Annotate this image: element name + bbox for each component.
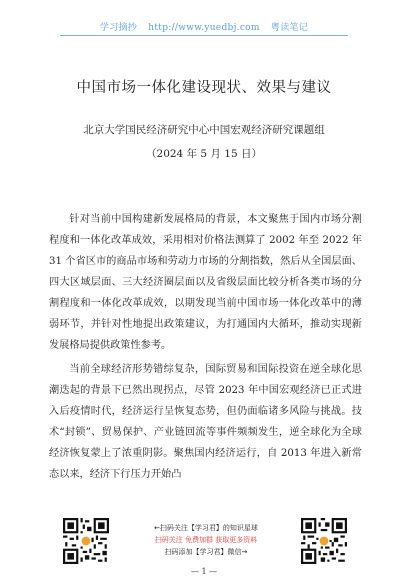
qr-code-icon — [63, 518, 109, 564]
header-left-text: 学习摘抄 — [99, 23, 138, 33]
page-footer — [0, 518, 408, 580]
qr-code-wechat[interactable] — [301, 518, 347, 564]
qr-code-knowledge-planet[interactable] — [63, 518, 109, 564]
page-number: — 1 — — [190, 567, 218, 576]
document-author: 北京大学国民经济研究中心中国宏观经济研究课题组 — [83, 124, 325, 136]
header-url[interactable]: http://www.yuedbj.com — [148, 23, 260, 33]
promo-line-free-group: 扫码关注 免费加群 获取更多资料 — [154, 536, 258, 544]
document-body — [49, 209, 362, 488]
promo-line-knowledge-planet: ←扫码关注【学习君】的知识星球 — [154, 524, 258, 532]
footer-promo — [120, 522, 292, 558]
qr-code-icon — [301, 518, 347, 564]
header-right-text: 粤读笔记 — [270, 23, 309, 33]
document-date: （2024 年 5 月 15 日） — [146, 148, 262, 160]
document-title: 中国市场一体化建设现状、效果与建议 — [76, 80, 332, 96]
promo-line-wechat: 扫码添加【学习君】微信→ — [164, 548, 248, 556]
body-paragraph: 当前全球经济形势错综复杂，国际贸易和国际投资在逆全球化思潮迭起的背景下已然出现拐点，尽管 2023 年中国宏观经济已正式进入后疫情时代，经济运行呈恢复态势，但仍面临诸多风险与挑战。技术“封锁”、贸易保护、产业链回流等事件频频发生，逆全球化为全球经济恢复蒙上了浓重阴影。聚焦国内经济运行，自 2013 年进入新常态以来，经济下行压力开始凸 — [49, 364, 362, 480]
page-header — [60, 20, 348, 33]
body-paragraph: 针对当前中国构建新发展格局的背景，本文聚焦于国内市场分割程度和一体化改革成效，采用相对价格法测算了 2002 年至 2022 年 31 个省区市的商品市场和劳动力市场的分割指数，然后从全国层面、四大区域层面、三大经济圈层面以及省级层面比较分析各类市场的分割程度和一体化改革成效，以期发现当前中国市场一体化改革中的薄弱环节，并针对性地提出政策建议，为打通国内大循环，推动实现新发展格局提供政策性参考。 — [49, 214, 362, 351]
header-divider — [60, 35, 348, 36]
